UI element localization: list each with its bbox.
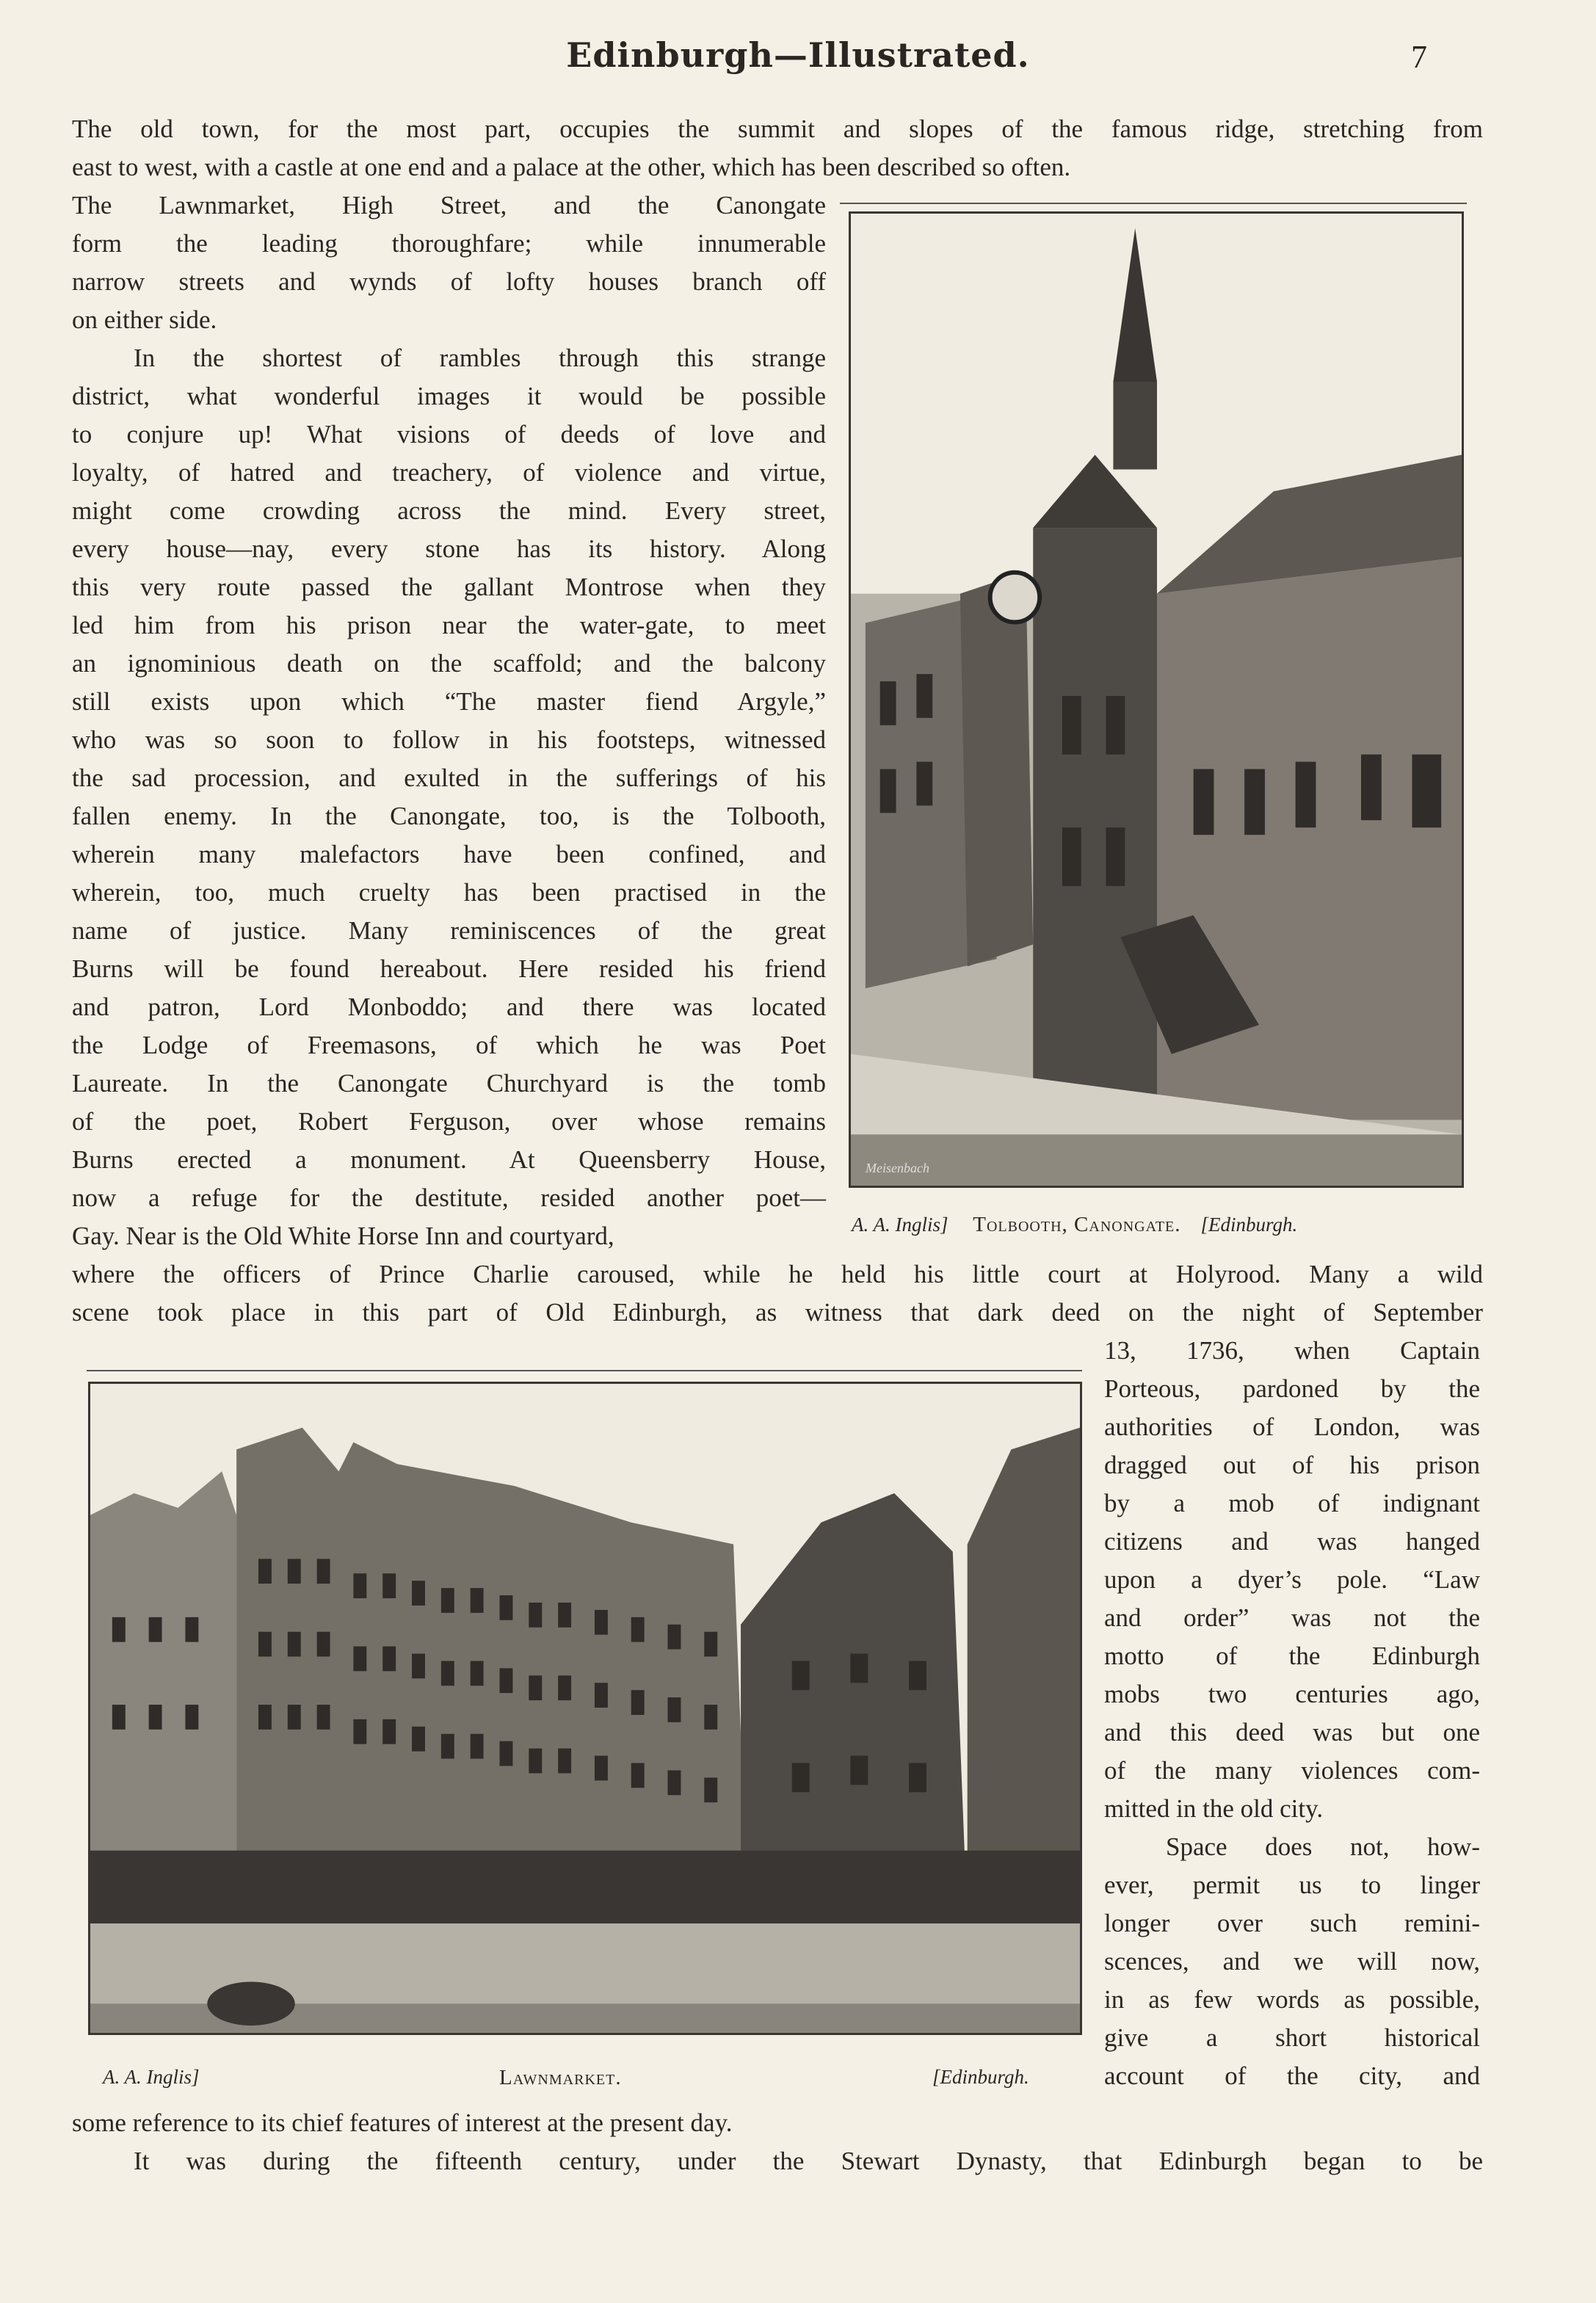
- text-line: Burns will be found hereabout. Here resided his friend: [72, 954, 826, 983]
- caption-title: Tolbooth, Canongate.: [973, 1213, 1181, 1236]
- text-line: of the many violences com-: [1104, 1756, 1480, 1785]
- text-line: name of justice. Many reminiscences of the great: [72, 916, 826, 945]
- running-head: Edinburgh—Illustrated.: [566, 35, 1030, 75]
- text-line: an ignominious death on the scaffold; and the balcony: [72, 649, 826, 678]
- text-line: scences, and we will now,: [1104, 1947, 1480, 1976]
- text-line: wherein many malefactors have been confined, and: [72, 840, 826, 868]
- text-line: by a mob of indignant: [1104, 1489, 1480, 1517]
- text-line: and this deed was but one: [1104, 1718, 1480, 1747]
- text-line: mobs two centuries ago,: [1104, 1680, 1480, 1708]
- caption-place: [Edinburgh.: [932, 2066, 1029, 2088]
- text-line: Space does not, how-: [1166, 1832, 1480, 1861]
- lawnmarket-illustration: [90, 1384, 1080, 2033]
- text-line: where the officers of Prince Charlie caroused, while he held his little court at Holyrood. Many a wild: [72, 1260, 1483, 1288]
- text-line: give a short historical: [1104, 2023, 1480, 2052]
- right-column-text: [1104, 1332, 1480, 2095]
- text-line: loyalty, of hatred and treachery, of violence and virtue,: [72, 458, 826, 487]
- text-line: and patron, Lord Monboddo; and there was located: [72, 993, 826, 1021]
- text-line: motto of the Edinburgh: [1104, 1642, 1480, 1670]
- text-line: mitted in the old city.: [1104, 1794, 1324, 1823]
- caption-credit: A. A. Inglis]: [852, 1214, 948, 1236]
- text-line: In the shortest of rambles through this strange: [134, 344, 826, 372]
- text-line: east to west, with a castle at one end and a palace at the other, which has been described so often.: [72, 153, 1071, 181]
- caption-credit: A. A. Inglis]: [103, 2066, 200, 2088]
- text-line: account of the city, and: [1104, 2061, 1480, 2090]
- caption-place: [Edinburgh.: [1200, 1214, 1298, 1236]
- text-line: wherein, too, much cruelty has been practised in the: [72, 878, 826, 907]
- text-line: longer over such remini-: [1104, 1909, 1480, 1937]
- caption-title: Lawnmarket.: [499, 2066, 622, 2089]
- tolbooth-caption: [852, 1213, 1461, 1237]
- text-line: every house—nay, every stone has its history. Along: [72, 534, 826, 563]
- text-line: authorities of London, was: [1104, 1412, 1480, 1441]
- text-line: upon a dyer’s pole. “Law: [1104, 1565, 1480, 1594]
- figure-rule: [87, 1370, 1082, 1371]
- text-line: Burns erected a monument. At Queensberry House,: [72, 1145, 826, 1174]
- text-line: the sad procession, and exulted in the sufferings of his: [72, 764, 826, 792]
- middle-paragraph: [72, 1255, 1483, 1332]
- text-line: might come crowding across the mind. Every street,: [72, 496, 826, 525]
- text-line: still exists upon which “The master fiend Argyle,”: [72, 687, 826, 716]
- text-line: Porteous, pardoned by the: [1104, 1374, 1480, 1403]
- text-line: district, what wonderful images it would be possible: [72, 382, 826, 410]
- text-line: now a refuge for the destitute, resided another poet—: [72, 1183, 826, 1212]
- text-line: some reference to its chief features of interest at the present day.: [72, 2108, 733, 2137]
- text-line: who was so soon to follow in his footsteps, witnessed: [72, 725, 826, 754]
- text-line: this very route passed the gallant Montrose when they: [72, 573, 826, 601]
- lawnmarket-photo: [88, 1382, 1082, 2035]
- text-line: Laureate. In the Canongate Churchyard is the tomb: [72, 1069, 826, 1098]
- text-line: on either side.: [72, 305, 217, 334]
- text-line: fallen enemy. In the Canongate, too, is the Tolbooth,: [72, 802, 826, 830]
- text-line: citizens and was hanged: [1104, 1527, 1480, 1556]
- left-column-text: [72, 186, 826, 1255]
- text-line: 13, 1736, when Captain: [1104, 1336, 1480, 1365]
- text-line: scene took place in this part of Old Edinburgh, as witness that dark deed on the night of September: [72, 1298, 1483, 1327]
- tolbooth-illustration: [851, 214, 1462, 1186]
- text-line: narrow streets and wynds of lofty houses branch off: [72, 267, 826, 296]
- closing-paragraph: [72, 2104, 1483, 2180]
- text-line: dragged out of his prison: [1104, 1451, 1480, 1479]
- text-line: Gay. Near is the Old White Horse Inn and courtyard,: [72, 1222, 614, 1250]
- page-number: 7: [1411, 39, 1427, 75]
- text-line: to conjure up! What visions of deeds of love and: [72, 420, 826, 449]
- figure-rule: [840, 203, 1467, 204]
- text-line: The old town, for the most part, occupies the summit and slopes of the famous ridge, stretching from: [72, 115, 1483, 143]
- text-line: It was during the fifteenth century, under the Stewart Dynasty, that Edinburgh began to be: [134, 2147, 1483, 2175]
- text-line: The Lawnmarket, High Street, and the Canongate: [72, 191, 826, 220]
- intro-paragraph: [72, 110, 1483, 186]
- tolbooth-photo: [849, 211, 1464, 1188]
- text-line: and order” was not the: [1104, 1603, 1480, 1632]
- text-line: ever, permit us to linger: [1104, 1871, 1480, 1899]
- engraver-signature: Meisenbach: [866, 1161, 929, 1175]
- text-line: the Lodge of Freemasons, of which he was Poet: [72, 1031, 826, 1059]
- text-line: led him from his prison near the water-gate, to meet: [72, 611, 826, 639]
- text-line: in as few words as possible,: [1104, 1985, 1480, 2014]
- text-line: form the leading thoroughfare; while innumerable: [72, 229, 826, 258]
- text-line: of the poet, Robert Ferguson, over whose remains: [72, 1107, 826, 1136]
